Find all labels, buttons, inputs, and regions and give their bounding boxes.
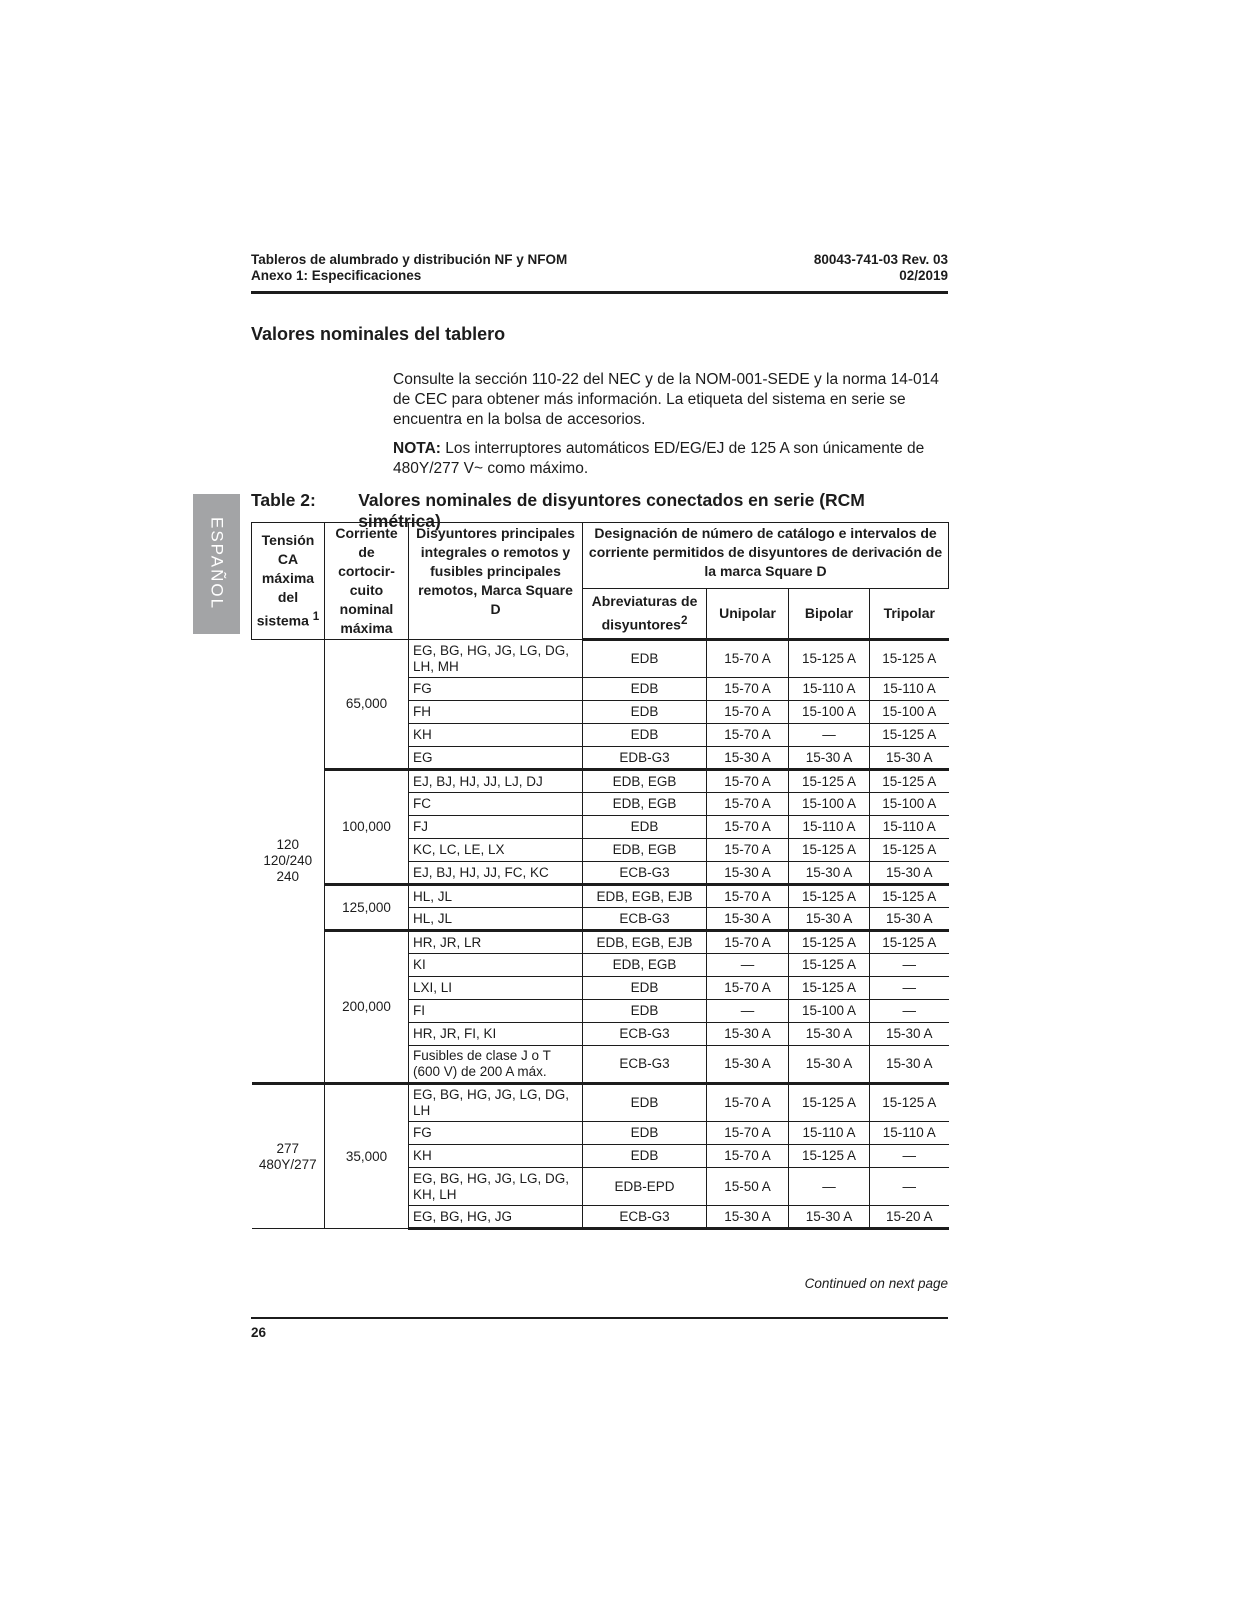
tripolar-cell: — xyxy=(870,1145,949,1168)
tripolar-cell: 15-110 A xyxy=(870,816,949,839)
abbreviation-cell: ECB-G3 xyxy=(583,1206,707,1229)
unipolar-cell: — xyxy=(707,1000,789,1023)
abbreviation-cell: EDB xyxy=(583,1000,707,1023)
document-title: Tableros de alumbrado y distribución NF y NFOM xyxy=(251,252,568,267)
tripolar-cell: 15-30 A xyxy=(870,747,949,770)
main-breaker-cell: FG xyxy=(409,1122,583,1145)
voltage-cell xyxy=(252,640,325,1084)
unipolar-cell: 15-50 A xyxy=(707,1168,789,1206)
voltage-line: 120/240 xyxy=(263,853,313,868)
bipolar-cell: 15-125 A xyxy=(789,931,870,954)
main-breaker-cell: EJ, BJ, HJ, JJ, LJ, DJ xyxy=(409,770,583,793)
bipolar-cell: 15-125 A xyxy=(789,839,870,862)
abbreviation-cell: ECB-G3 xyxy=(583,1046,707,1084)
tripolar-cell: 15-100 A xyxy=(870,793,949,816)
bipolar-cell: — xyxy=(789,724,870,747)
unipolar-cell: 15-30 A xyxy=(707,908,789,931)
main-breaker-cell: FG xyxy=(409,678,583,701)
unipolar-cell: 15-70 A xyxy=(707,1084,789,1122)
bipolar-cell: 15-30 A xyxy=(789,1023,870,1046)
bipolar-cell: 15-30 A xyxy=(789,1046,870,1084)
section-title: Valores nominales del tablero xyxy=(251,324,506,344)
abbreviation-cell: EDB xyxy=(583,1122,707,1145)
abbreviation-cell: EDB-G3 xyxy=(583,747,707,770)
bipolar-cell: — xyxy=(789,1168,870,1206)
unipolar-cell: 15-70 A xyxy=(707,816,789,839)
main-breaker-cell: FC xyxy=(409,793,583,816)
tripolar-cell: — xyxy=(870,977,949,1000)
document-section: Anexo 1: Especificaciones xyxy=(251,268,422,283)
tripolar-cell: 15-125 A xyxy=(870,724,949,747)
main-breaker-cell: EG, BG, HG, JG, LG, DG, LH xyxy=(409,1084,583,1122)
main-breaker-cell: FH xyxy=(409,701,583,724)
intro-paragraph: Consulte la sección 110-22 del NEC y de la NOM-001-SEDE y la norma 14-014 de CEC para obtener más información. La etiqueta del sistema en serie se encuentra en la bolsa de accesorios. xyxy=(393,371,939,428)
main-breaker-cell: EG, BG, HG, JG xyxy=(409,1206,583,1229)
main-breaker-cell: Fusibles de clase J o T (600 V) de 200 A máx. xyxy=(409,1046,583,1084)
bipolar-cell: 15-125 A xyxy=(789,1145,870,1168)
tripolar-cell: 15-125 A xyxy=(870,640,949,678)
main-breaker-cell: KH xyxy=(409,724,583,747)
bipolar-cell: 15-110 A xyxy=(789,678,870,701)
unipolar-cell: 15-30 A xyxy=(707,862,789,885)
abbreviation-cell: EDB-EPD xyxy=(583,1168,707,1206)
ratings-table xyxy=(251,522,949,1230)
bipolar-cell: 15-110 A xyxy=(789,816,870,839)
voltage-line: 240 xyxy=(276,869,300,884)
header-abbrev: Abreviaturas de disyuntores$^2$ xyxy=(583,588,707,639)
header-rule xyxy=(251,291,948,294)
unipolar-cell: 15-70 A xyxy=(707,701,789,724)
current-cell: 100,000 xyxy=(325,770,409,885)
header-current: Corriente de cortocir-cuito nominal máxima xyxy=(325,523,409,640)
table-number: Table 2: xyxy=(251,490,316,510)
abbreviation-cell: EDB xyxy=(583,640,707,678)
abbreviation-cell: EDB, EGB xyxy=(583,770,707,793)
abbreviation-cell: ECB-G3 xyxy=(583,1023,707,1046)
table-row xyxy=(252,770,949,793)
current-cell: 65,000 xyxy=(325,640,409,770)
header-branch-group: Designación de número de catálogo e intervalos de corriente permitidos de disyuntores de derivación de la marca Square D xyxy=(583,523,949,589)
main-breaker-cell: FI xyxy=(409,1000,583,1023)
unipolar-cell: — xyxy=(707,954,789,977)
header-bipolar: Bipolar xyxy=(789,588,870,639)
tripolar-cell: 15-30 A xyxy=(870,1046,949,1084)
table-row xyxy=(252,931,949,954)
unipolar-cell: 15-70 A xyxy=(707,678,789,701)
table-title: Valores nominales de disyuntores conectados en serie (RCM simétrica) xyxy=(358,490,865,531)
header-mains: Disyuntores principales integrales o remotos y fusibles principales remotos, Marca Square D xyxy=(409,523,583,640)
main-breaker-cell: KH xyxy=(409,1145,583,1168)
current-cell: 35,000 xyxy=(325,1084,409,1229)
note-label: NOTA: xyxy=(393,440,441,457)
footer-rule xyxy=(251,1317,948,1319)
unipolar-cell: 15-30 A xyxy=(707,1046,789,1084)
current-cell: 125,000 xyxy=(325,885,409,931)
language-tab xyxy=(193,494,240,634)
main-breaker-cell: HR, JR, LR xyxy=(409,931,583,954)
main-breaker-cell: EG, BG, HG, JG, LG, DG, KH, LH xyxy=(409,1168,583,1206)
unipolar-cell: 15-30 A xyxy=(707,747,789,770)
abbreviation-cell: EDB, EGB, EJB xyxy=(583,885,707,908)
abbreviation-cell: EDB xyxy=(583,816,707,839)
main-breaker-cell: LXI, LI xyxy=(409,977,583,1000)
abbreviation-cell: ECB-G3 xyxy=(583,908,707,931)
header-unipolar: Unipolar xyxy=(707,588,789,639)
bipolar-cell: 15-100 A xyxy=(789,1000,870,1023)
voltage-cell xyxy=(252,1084,325,1229)
tripolar-cell: 15-125 A xyxy=(870,839,949,862)
abbreviation-cell: EDB xyxy=(583,724,707,747)
tripolar-cell: 15-20 A xyxy=(870,1206,949,1229)
bipolar-cell: 15-125 A xyxy=(789,954,870,977)
unipolar-cell: 15-70 A xyxy=(707,1122,789,1145)
tripolar-cell: — xyxy=(870,954,949,977)
unipolar-cell: 15-70 A xyxy=(707,640,789,678)
bipolar-cell: 15-110 A xyxy=(789,1122,870,1145)
intro-text xyxy=(393,370,943,488)
header-tripolar: Tripolar xyxy=(870,588,949,639)
unipolar-cell: 15-70 A xyxy=(707,839,789,862)
bipolar-cell: 15-125 A xyxy=(789,885,870,908)
table-row xyxy=(252,885,949,908)
abbreviation-cell: EDB xyxy=(583,701,707,724)
tripolar-cell: 15-30 A xyxy=(870,1023,949,1046)
abbreviation-cell: ECB-G3 xyxy=(583,862,707,885)
main-breaker-cell: EG, BG, HG, JG, LG, DG, LH, MH xyxy=(409,640,583,678)
unipolar-cell: 15-30 A xyxy=(707,1206,789,1229)
bipolar-cell: 15-30 A xyxy=(789,862,870,885)
note-text: Los interruptores automáticos ED/EG/EJ de 125 A son únicamente de 480Y/277 V~ como máximo. xyxy=(393,440,925,477)
continued-note: Continued on next page xyxy=(804,1276,948,1291)
tripolar-cell: — xyxy=(870,1000,949,1023)
tripolar-cell: 15-100 A xyxy=(870,701,949,724)
abbreviation-cell: EDB, EGB xyxy=(583,839,707,862)
document-number: 80043-741-03 Rev. 03 xyxy=(813,252,948,267)
bipolar-cell: 15-30 A xyxy=(789,908,870,931)
tripolar-cell: 15-125 A xyxy=(870,770,949,793)
main-breaker-cell: HL, JL xyxy=(409,885,583,908)
unipolar-cell: 15-70 A xyxy=(707,931,789,954)
tripolar-cell: 15-110 A xyxy=(870,1122,949,1145)
abbreviation-cell: EDB, EGB xyxy=(583,793,707,816)
main-breaker-cell: KI xyxy=(409,954,583,977)
note-paragraph xyxy=(393,439,943,479)
main-breaker-cell: KC, LC, LE, LX xyxy=(409,839,583,862)
abbreviation-cell: EDB, EGB, EJB xyxy=(583,931,707,954)
abbreviation-cell: EDB xyxy=(583,977,707,1000)
abbreviation-cell: EDB xyxy=(583,1084,707,1122)
unipolar-cell: 15-70 A xyxy=(707,770,789,793)
unipolar-cell: 15-70 A xyxy=(707,885,789,908)
bipolar-cell: 15-30 A xyxy=(789,747,870,770)
header-voltage: Tensión CA máxima del sistema $^1$ xyxy=(252,523,325,640)
table-body xyxy=(252,640,949,1229)
bipolar-cell: 15-125 A xyxy=(789,770,870,793)
unipolar-cell: 15-30 A xyxy=(707,1023,789,1046)
table-row xyxy=(252,1084,949,1122)
tripolar-cell: — xyxy=(870,1168,949,1206)
main-breaker-cell: EJ, BJ, HJ, JJ, FC, KC xyxy=(409,862,583,885)
abbreviation-cell: EDB xyxy=(583,678,707,701)
tripolar-cell: 15-30 A xyxy=(870,908,949,931)
table-row xyxy=(252,640,949,678)
abbreviation-cell: EDB xyxy=(583,1145,707,1168)
bipolar-cell: 15-125 A xyxy=(789,977,870,1000)
page-number: 26 xyxy=(251,1325,267,1340)
unipolar-cell: 15-70 A xyxy=(707,793,789,816)
bipolar-cell: 15-125 A xyxy=(789,1084,870,1122)
unipolar-cell: 15-70 A xyxy=(707,1145,789,1168)
bipolar-cell: 15-30 A xyxy=(789,1206,870,1229)
voltage-line: 277 xyxy=(276,1140,300,1156)
abbreviation-cell: EDB, EGB xyxy=(583,954,707,977)
main-breaker-cell: EG xyxy=(409,747,583,770)
main-breaker-cell: FJ xyxy=(409,816,583,839)
unipolar-cell: 15-70 A xyxy=(707,724,789,747)
main-breaker-cell: HL, JL xyxy=(409,908,583,931)
page-header xyxy=(251,252,948,294)
current-cell: 200,000 xyxy=(325,931,409,1084)
language-tab-label: ESPAÑOL xyxy=(207,517,227,611)
unipolar-cell: 15-70 A xyxy=(707,977,789,1000)
tripolar-cell: 15-125 A xyxy=(870,931,949,954)
tripolar-cell: 15-110 A xyxy=(870,678,949,701)
tripolar-cell: 15-125 A xyxy=(870,885,949,908)
main-breaker-cell: HR, JR, FI, KI xyxy=(409,1023,583,1046)
bipolar-cell: 15-125 A xyxy=(789,640,870,678)
bipolar-cell: 15-100 A xyxy=(789,701,870,724)
tripolar-cell: 15-30 A xyxy=(870,862,949,885)
voltage-line: 480Y/277 xyxy=(258,1156,317,1172)
tripolar-cell: 15-125 A xyxy=(870,1084,949,1122)
voltage-line: 120 xyxy=(276,837,300,852)
bipolar-cell: 15-100 A xyxy=(789,793,870,816)
document-date: 02/2019 xyxy=(899,268,948,283)
